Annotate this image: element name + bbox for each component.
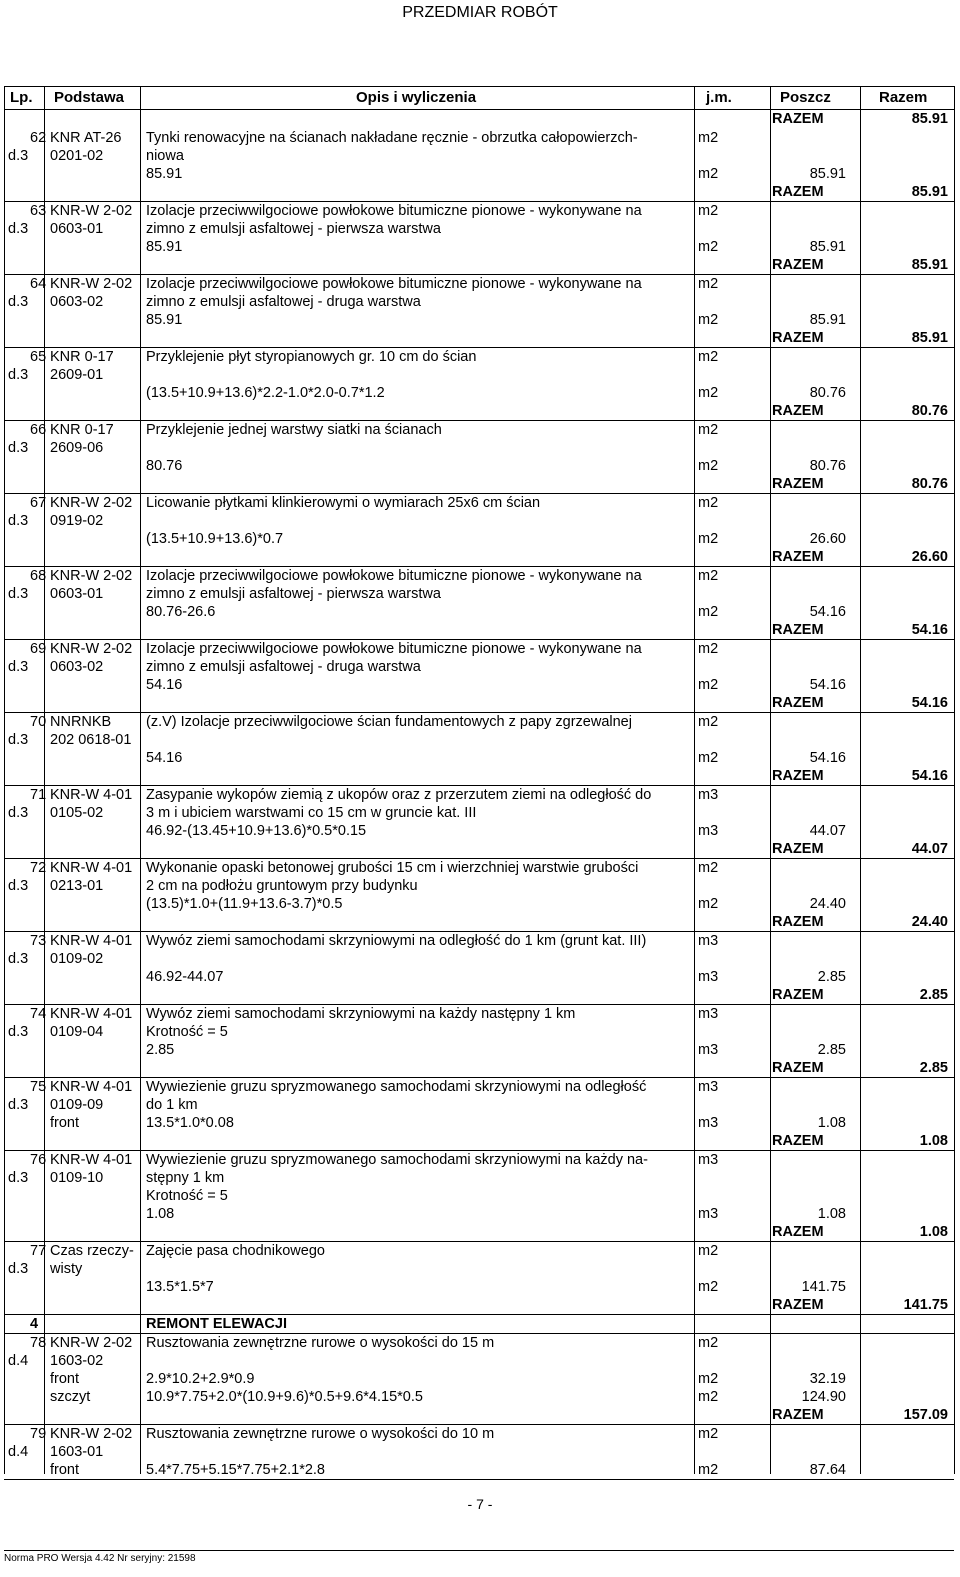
column-divider <box>860 86 861 1474</box>
table-header <box>4 86 954 110</box>
section-number: 4 <box>30 1316 39 1332</box>
item-base-code: 1603-01 <box>50 1444 104 1460</box>
razem-label: RAZEM <box>772 987 824 1003</box>
calc-expression: 13.5*1.0*0.08 <box>146 1115 234 1131</box>
item-base-code: 0603-02 <box>50 659 104 675</box>
calc-expression: 54.16 <box>146 750 183 766</box>
item-number: 70 <box>30 714 47 730</box>
item-base-code: NNRNKB <box>50 714 112 730</box>
calc-unit: m2 <box>698 604 719 620</box>
item-section-ref: d.3 <box>8 951 29 967</box>
razem-label: RAZEM <box>772 476 824 492</box>
item-description: Izolacje przeciwwilgociowe powłokowe bitumiczne pionowe - wykonywane na <box>146 276 642 292</box>
item-description: Wywóz ziemi samochodami skrzyniowymi na każdy następny 1 km <box>146 1006 576 1022</box>
razem-value: 1.08 <box>919 1133 948 1149</box>
item-base-code: 0109-10 <box>50 1170 104 1186</box>
calc-value: 124.90 <box>801 1389 846 1405</box>
item-base-code: 0109-09 <box>50 1097 104 1113</box>
item-base-code: KNR-W 4-01 <box>50 1079 133 1095</box>
item-number: 78 <box>30 1335 47 1351</box>
razem-value: 85.91 <box>911 184 948 200</box>
razem-label: RAZEM <box>772 1297 824 1313</box>
calc-unit: m2 <box>698 750 719 766</box>
calc-value: 44.07 <box>809 823 846 839</box>
page-title: PRZEDMIAR ROBÓT <box>402 4 558 21</box>
item-base-code: 0201-02 <box>50 148 104 164</box>
item-unit: m2 <box>698 130 719 146</box>
item-description: Przyklejenie płyt styropianowych gr. 10 cm do ścian <box>146 349 477 365</box>
col-razem: Razem <box>879 89 928 106</box>
calc-expression: 80.76 <box>146 458 183 474</box>
item-unit: m2 <box>698 349 719 365</box>
item-number: 62 <box>30 130 47 146</box>
item-number: 64 <box>30 276 47 292</box>
item-unit: m2 <box>698 203 719 219</box>
calc-value: 24.40 <box>809 896 846 912</box>
item-base-code: wisty <box>50 1261 83 1277</box>
item-base-code: KNR-W 4-01 <box>50 860 133 876</box>
razem-label: RAZEM <box>772 1407 824 1423</box>
item-section-ref: d.3 <box>8 659 29 675</box>
item-base-code: 0603-02 <box>50 294 104 310</box>
calc-expression: 46.92-(13.45+10.9+13.6)*0.5*0.15 <box>146 823 367 839</box>
item-number: 76 <box>30 1152 47 1168</box>
item-base-code: Czas rzeczy- <box>50 1243 134 1259</box>
calc-unit: m2 <box>698 1462 719 1478</box>
item-description: (z.V) Izolacje przeciwwilgociowe ścian fundamentowych z papy zgrzewalnej <box>146 714 632 730</box>
item-base-code: 1603-02 <box>50 1353 104 1369</box>
item-section-ref: d.4 <box>8 1353 29 1369</box>
razem-label: RAZEM <box>772 622 824 638</box>
item-unit: m2 <box>698 860 719 876</box>
item-description: Izolacje przeciwwilgociowe powłokowe bitumiczne pionowe - wykonywane na <box>146 203 642 219</box>
calc-value: 85.91 <box>809 166 846 182</box>
column-divider <box>770 86 771 1474</box>
item-unit: m2 <box>698 276 719 292</box>
calc-unit: m2 <box>698 166 719 182</box>
item-unit: m3 <box>698 787 719 803</box>
calc-value: 54.16 <box>809 677 846 693</box>
calc-value: 87.64 <box>809 1462 846 1478</box>
item-unit: m2 <box>698 495 719 511</box>
razem-value: 141.75 <box>903 1297 948 1313</box>
item-section-ref: d.3 <box>8 440 29 456</box>
item-description: Wykonanie opaski betonowej grubości 15 cm i wierzchniej warstwie grubości <box>146 860 639 876</box>
calc-unit: m2 <box>698 1389 719 1405</box>
item-number: 71 <box>30 787 47 803</box>
calc-unit: m2 <box>698 239 719 255</box>
item-number: 79 <box>30 1426 47 1442</box>
item-base-code: KNR-W 2-02 <box>50 276 133 292</box>
calc-expression: 46.92-44.07 <box>146 969 224 985</box>
item-number: 74 <box>30 1006 47 1022</box>
calc-expression: 10.9*7.75+2.0*(10.9+9.6)*0.5+9.6*4.15*0.5 <box>146 1389 423 1405</box>
item-base-code: 0919-02 <box>50 513 104 529</box>
calc-expression: (13.5+10.9+13.6)*2.2-1.0*2.0-0.7*1.2 <box>146 385 385 401</box>
calc-base: front <box>50 1115 80 1131</box>
razem-value: 1.08 <box>919 1224 948 1240</box>
item-base-code: KNR-W 2-02 <box>50 1426 133 1442</box>
calc-unit: m2 <box>698 312 719 328</box>
item-section-ref: d.3 <box>8 148 29 164</box>
item-section-ref: d.3 <box>8 878 29 894</box>
calc-expression: 85.91 <box>146 239 183 255</box>
item-description: Tynki renowacyjne na ścianach nakładane ręcznie - obrzutka całopowierzch- <box>146 130 638 146</box>
razem-label: RAZEM <box>772 330 824 346</box>
razem-label: RAZEM <box>772 914 824 930</box>
item-unit: m3 <box>698 1079 719 1095</box>
page-number: - 7 - <box>467 1496 493 1512</box>
item-section-ref: d.3 <box>8 805 29 821</box>
calc-expression: 2.85 <box>146 1042 175 1058</box>
item-section-ref: d.3 <box>8 586 29 602</box>
calc-unit: m3 <box>698 1206 719 1222</box>
calc-unit: m2 <box>698 677 719 693</box>
calc-expression: 5.4*7.75+5.15*7.75+2.1*2.8 <box>146 1462 325 1478</box>
calc-base: front <box>50 1462 80 1478</box>
calc-value: 2.85 <box>817 1042 846 1058</box>
item-section-ref: d.3 <box>8 1024 29 1040</box>
item-section-ref: d.4 <box>8 1444 29 1460</box>
item-unit: m3 <box>698 1006 719 1022</box>
item-base-code: KNR-W 2-02 <box>50 203 133 219</box>
calc-base: front <box>50 1371 80 1387</box>
razem-label: RAZEM <box>772 768 824 784</box>
calc-value: 54.16 <box>809 604 846 620</box>
razem-value: 44.07 <box>911 841 948 857</box>
calc-value: 80.76 <box>809 458 846 474</box>
razem-value: 2.85 <box>919 987 948 1003</box>
razem-label: RAZEM <box>772 841 824 857</box>
item-description: Krotność = 5 <box>146 1188 228 1204</box>
razem-value: 85.91 <box>911 330 948 346</box>
item-number: 73 <box>30 933 47 949</box>
item-base-code: 0603-01 <box>50 586 104 602</box>
calc-expression: 1.08 <box>146 1206 175 1222</box>
calc-unit: m2 <box>698 458 719 474</box>
calc-value: 54.16 <box>809 750 846 766</box>
razem-value: 54.16 <box>911 768 948 784</box>
footer-text: Norma PRO Wersja 4.42 Nr seryjny: 21598 <box>4 1550 954 1564</box>
razem-value: 54.16 <box>911 695 948 711</box>
row-divider <box>4 1479 954 1480</box>
item-description: Izolacje przeciwwilgociowe powłokowe bitumiczne pionowe - wykonywane na <box>146 641 642 657</box>
calc-expression: (13.5)*1.0+(11.9+13.6-3.7)*0.5 <box>146 896 343 912</box>
section-title: REMONT ELEWACJI <box>146 1316 287 1332</box>
razem-label: RAZEM <box>772 1060 824 1076</box>
razem-value: 157.09 <box>903 1407 948 1423</box>
item-section-ref: d.3 <box>8 513 29 529</box>
item-section-ref: d.3 <box>8 221 29 237</box>
item-description: do 1 km <box>146 1097 198 1113</box>
calc-expression: 2.9*10.2+2.9*0.9 <box>146 1371 255 1387</box>
razem-label: RAZEM <box>772 1133 824 1149</box>
item-base-code: 0213-01 <box>50 878 104 894</box>
calc-value: 85.91 <box>809 239 846 255</box>
razem-label: RAZEM <box>772 111 824 127</box>
col-jm: j.m. <box>706 89 732 106</box>
item-number: 77 <box>30 1243 47 1259</box>
calc-expression: 80.76-26.6 <box>146 604 216 620</box>
item-base-code: 0603-01 <box>50 221 104 237</box>
item-description: niowa <box>146 148 184 164</box>
item-description: Wywiezienie gruzu spryzmowanego samochodami skrzyniowymi na odległość <box>146 1079 647 1095</box>
item-section-ref: d.3 <box>8 732 29 748</box>
razem-label: RAZEM <box>772 257 824 273</box>
item-section-ref: d.3 <box>8 1097 29 1113</box>
item-description: Wywóz ziemi samochodami skrzyniowymi na odległość do 1 km (grunt kat. III) <box>146 933 647 949</box>
calc-unit: m2 <box>698 385 719 401</box>
column-divider <box>44 86 45 1474</box>
razem-value: 24.40 <box>911 914 948 930</box>
item-description: zimno z emulsji asfaltowej - pierwsza warstwa <box>146 221 441 237</box>
calc-expression: 85.91 <box>146 166 183 182</box>
item-description: Krotność = 5 <box>146 1024 228 1040</box>
calc-value: 1.08 <box>817 1115 846 1131</box>
calc-value: 26.60 <box>809 531 846 547</box>
item-unit: m2 <box>698 714 719 730</box>
item-base-code: 0109-04 <box>50 1024 104 1040</box>
item-unit: m2 <box>698 1426 719 1442</box>
item-base-code: KNR AT-26 <box>50 130 122 146</box>
item-base-code: 2609-01 <box>50 367 104 383</box>
item-description: Wywiezienie gruzu spryzmowanego samochodami skrzyniowymi na każdy na- <box>146 1152 648 1168</box>
item-number: 72 <box>30 860 47 876</box>
calc-base: szczyt <box>50 1389 91 1405</box>
item-base-code: KNR-W 4-01 <box>50 1006 133 1022</box>
item-description: stępny 1 km <box>146 1170 225 1186</box>
razem-value: 54.16 <box>911 622 948 638</box>
item-number: 69 <box>30 641 47 657</box>
item-description: 2 cm na podłożu gruntowym przy budynku <box>146 878 418 894</box>
item-description: 3 m i ubiciem warstwami co 15 cm w gruncie kat. III <box>146 805 477 821</box>
razem-value: 26.60 <box>911 549 948 565</box>
razem-label: RAZEM <box>772 184 824 200</box>
item-description: zimno z emulsji asfaltowej - druga warstwa <box>146 294 421 310</box>
item-section-ref: d.3 <box>8 1170 29 1186</box>
column-divider <box>694 86 695 1474</box>
razem-label: RAZEM <box>772 403 824 419</box>
item-number: 75 <box>30 1079 47 1095</box>
column-divider <box>140 86 141 1474</box>
item-base-code: KNR-W 2-02 <box>50 568 133 584</box>
item-base-code: 202 0618-01 <box>50 732 132 748</box>
col-lp: Lp. <box>10 89 33 106</box>
item-description: zimno z emulsji asfaltowej - druga warstwa <box>146 659 421 675</box>
calc-value: 1.08 <box>817 1206 846 1222</box>
calc-expression: 54.16 <box>146 677 183 693</box>
item-description: Zajęcie pasa chodnikowego <box>146 1243 325 1259</box>
calc-expression: 85.91 <box>146 312 183 328</box>
item-description: zimno z emulsji asfaltowej - pierwsza warstwa <box>146 586 441 602</box>
col-podstawa: Podstawa <box>54 89 125 106</box>
razem-value: 80.76 <box>911 403 948 419</box>
item-base-code: KNR 0-17 <box>50 422 114 438</box>
item-section-ref: d.3 <box>8 294 29 310</box>
item-base-code: KNR-W 4-01 <box>50 1152 133 1168</box>
item-number: 67 <box>30 495 47 511</box>
razem-value: 85.91 <box>911 111 948 127</box>
item-description: Izolacje przeciwwilgociowe powłokowe bitumiczne pionowe - wykonywane na <box>146 568 642 584</box>
item-base-code: KNR-W 2-02 <box>50 641 133 657</box>
item-number: 68 <box>30 568 47 584</box>
column-divider <box>4 86 5 1474</box>
item-number: 63 <box>30 203 47 219</box>
calc-value: 141.75 <box>801 1279 846 1295</box>
col-poszcz: Poszcz <box>780 89 831 106</box>
item-unit: m2 <box>698 1335 719 1351</box>
item-unit: m3 <box>698 1152 719 1168</box>
calc-unit: m3 <box>698 1042 719 1058</box>
calc-value: 2.85 <box>817 969 846 985</box>
calc-unit: m3 <box>698 969 719 985</box>
col-opis: Opis i wyliczenia <box>356 89 477 106</box>
item-description: Zasypanie wykopów ziemią z ukopów oraz z przerzutem ziemi na odległość do <box>146 787 652 803</box>
calc-unit: m3 <box>698 823 719 839</box>
item-base-code: 0109-02 <box>50 951 104 967</box>
item-description: Rusztowania zewnętrzne rurowe o wysokości do 10 m <box>146 1426 495 1442</box>
item-description: Przyklejenie jednej warstwy siatki na ścianach <box>146 422 442 438</box>
calc-unit: m2 <box>698 896 719 912</box>
item-description: Rusztowania zewnętrzne rurowe o wysokości do 15 m <box>146 1335 495 1351</box>
item-section-ref: d.3 <box>8 367 29 383</box>
calc-expression: 13.5*1.5*7 <box>146 1279 214 1295</box>
item-unit: m2 <box>698 422 719 438</box>
razem-label: RAZEM <box>772 695 824 711</box>
calc-unit: m3 <box>698 1115 719 1131</box>
calc-value: 80.76 <box>809 385 846 401</box>
calc-unit: m2 <box>698 531 719 547</box>
column-divider <box>954 86 955 1474</box>
item-base-code: KNR 0-17 <box>50 349 114 365</box>
item-base-code: 0105-02 <box>50 805 104 821</box>
razem-value: 80.76 <box>911 476 948 492</box>
item-number: 65 <box>30 349 47 365</box>
razem-value: 2.85 <box>919 1060 948 1076</box>
calc-value: 85.91 <box>809 312 846 328</box>
item-base-code: KNR-W 4-01 <box>50 933 133 949</box>
calc-unit: m2 <box>698 1371 719 1387</box>
item-base-code: KNR-W 4-01 <box>50 787 133 803</box>
razem-value: 85.91 <box>911 257 948 273</box>
razem-label: RAZEM <box>772 1224 824 1240</box>
item-unit: m2 <box>698 641 719 657</box>
item-base-code: KNR-W 2-02 <box>50 1335 133 1351</box>
calc-unit: m2 <box>698 1279 719 1295</box>
item-number: 66 <box>30 422 47 438</box>
razem-label: RAZEM <box>772 549 824 565</box>
item-section-ref: d.3 <box>8 1261 29 1277</box>
item-unit: m2 <box>698 568 719 584</box>
calc-expression: (13.5+10.9+13.6)*0.7 <box>146 531 284 547</box>
item-unit: m3 <box>698 933 719 949</box>
item-base-code: KNR-W 2-02 <box>50 495 133 511</box>
calc-value: 32.19 <box>809 1371 846 1387</box>
item-base-code: 2609-06 <box>50 440 104 456</box>
item-description: Licowanie płytkami klinkierowymi o wymiarach 25x6 cm ścian <box>146 495 541 511</box>
item-unit: m2 <box>698 1243 719 1259</box>
